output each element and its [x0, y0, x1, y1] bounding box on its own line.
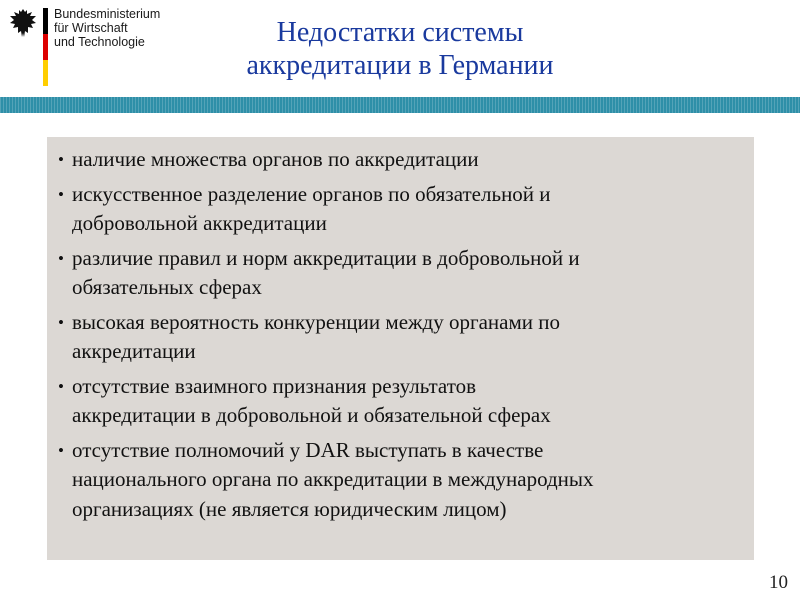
- ministry-line: Bundesministerium: [54, 7, 161, 21]
- bullet-item: [57, 372, 744, 431]
- bullet-text-line: наличие множества органов по аккредитации: [72, 147, 479, 171]
- page-number: 10: [769, 572, 788, 593]
- ministry-logo: [8, 6, 161, 88]
- bullet-text-line: отсутствие полномочий у DAR выступать в качестве: [72, 437, 544, 462]
- bullet-icon: •: [58, 248, 64, 268]
- bullet-text-line: добровольной аккредитации: [72, 211, 327, 235]
- bullet-icon: •: [58, 312, 64, 332]
- bullet-item: [57, 145, 744, 175]
- federal-eagle-icon: [8, 6, 38, 42]
- slide-title-line: аккредитации в Германии: [246, 50, 554, 81]
- bullet-list: [57, 145, 744, 524]
- ministry-line: und Technologie: [54, 35, 145, 49]
- slide-title: [160, 16, 640, 82]
- bullet-icon: •: [58, 440, 64, 460]
- bullet-text-line: различие правил и норм аккредитации в добровольной и: [72, 245, 580, 270]
- bullet-item: [57, 308, 744, 367]
- decorative-band: [0, 97, 800, 113]
- ministry-line: für Wirtschaft: [54, 21, 128, 35]
- bullet-item: [57, 180, 744, 239]
- bullet-text-line: аккредитации: [72, 339, 196, 363]
- bullet-text-line: искусственное разделение органов по обязательной и: [72, 181, 551, 206]
- slide-title-line: Недостатки системы: [276, 17, 524, 48]
- bullet-text-line: обязательных сферах: [72, 275, 262, 299]
- ministry-name: [54, 7, 160, 49]
- bullet-icon: •: [58, 150, 64, 169]
- bullet-text-line: высокая вероятность конкуренции между органами по: [72, 309, 560, 334]
- bullet-icon: •: [58, 376, 64, 396]
- german-flag-stripe: [43, 8, 48, 86]
- bullet-icon: •: [58, 184, 64, 204]
- bullet-item: [57, 244, 744, 303]
- bullet-item: [57, 436, 744, 525]
- bullet-text-line: аккредитации в добровольной и обязательной сферах: [72, 403, 551, 427]
- bullet-text-line: организациях (не является юридическим лицом): [72, 496, 507, 521]
- content-box: [47, 137, 754, 560]
- bullet-text-line: отсутствие взаимного признания результатов: [72, 373, 477, 398]
- bullet-text-line: национального органа по аккредитации в международных: [72, 467, 594, 491]
